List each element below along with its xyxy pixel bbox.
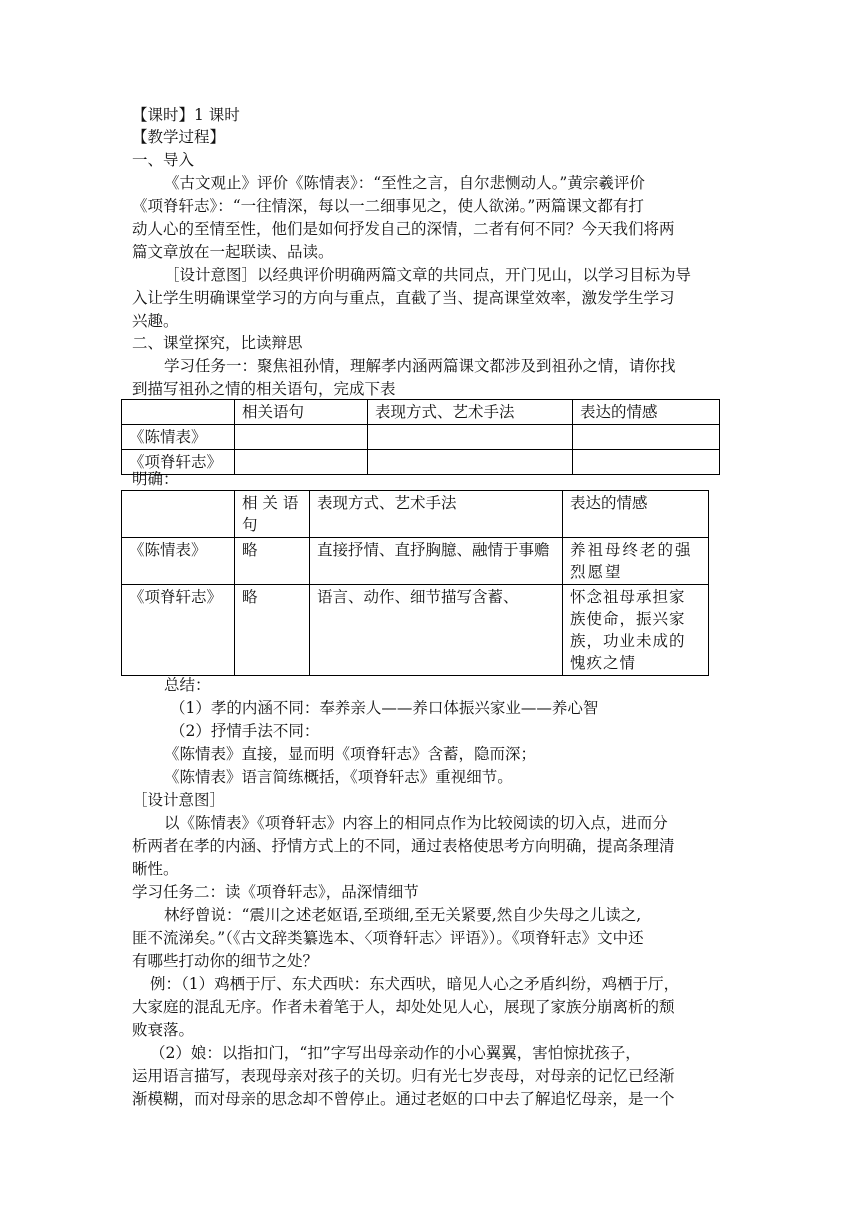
design-intent-line: 入让学生明确课堂学习的方向与重点，直截了当、提高课堂效率，激发学生学习 bbox=[132, 289, 675, 307]
summary-line: 《陈情表》直接，显而明《项脊轩志》含蓄，隐而深； bbox=[164, 745, 537, 763]
task2-title: 学习任务二：读《项脊轩志》，品深情细节 bbox=[132, 883, 419, 901]
table-cell bbox=[122, 400, 235, 425]
table-header-cell: 相 关 语 句 bbox=[235, 491, 310, 538]
task2-line: 有哪些打动你的细节之处？ bbox=[132, 952, 319, 970]
intro-line: 《古文观止》评价《陈情表》：“至性之言，自尔悲恻动人。”黄宗羲评价 bbox=[164, 174, 645, 192]
intro-line: 动人心的至情至性，他们是如何抒发自己的深情，二者有何不同？今天我们将两 bbox=[132, 220, 675, 238]
task2-line: 林纾曾说：“震川之述老妪语,至琐细,至无关紧要,然自少失母之儿读之, bbox=[164, 906, 642, 924]
process-title: 【教学过程】 bbox=[132, 128, 226, 146]
design-intent-line: 析两者在孝的内涵、抒情方式上的不同，通过表格使思考方向明确，提高条理清 bbox=[132, 837, 675, 855]
table-cell: 略 bbox=[235, 538, 310, 585]
summary-title: 总结： bbox=[164, 676, 211, 694]
example-line: 渐模糊，而对母亲的思念却不曾停止。通过老妪的口中去了解追忆母亲，是一个 bbox=[132, 1090, 675, 1108]
table-cell bbox=[368, 425, 573, 450]
design-intent-line: 兴趣。 bbox=[132, 312, 179, 330]
example-line: 运用语言描写，表现母亲对孩子的关切。归有光七岁丧母，对母亲的记忆已经渐 bbox=[132, 1067, 675, 1085]
table-header-row bbox=[122, 491, 709, 538]
summary-item: （1）孝的内涵不同：奉养亲人——养口体振兴家业——养心智 bbox=[170, 699, 599, 717]
worksheet-table bbox=[121, 399, 720, 475]
example-line: （2）娘：以指扣门，“扣”字写出母亲动作的小心翼翼，害怕惊扰孩子， bbox=[150, 1044, 641, 1062]
table-cell: 略 bbox=[235, 585, 310, 676]
example-line: 大家庭的混乱无序。作者未着笔于人，却处处见人心，展现了家族分崩离析的颓 bbox=[132, 998, 675, 1016]
intro-line: 篇文章放在一起联读、品读。 bbox=[132, 243, 334, 261]
table-cell: 语言、动作、细节描写含蓄、 bbox=[310, 585, 563, 676]
example-line: 败衰落。 bbox=[132, 1021, 195, 1039]
table-header-cell: 表达的情感 bbox=[573, 400, 720, 425]
table-row bbox=[122, 425, 720, 450]
task2-line: 匪不流涕矣。”（《古文辞类纂选本、〈项脊轩志〉评语》）。《项脊轩志》文中还 bbox=[132, 929, 644, 947]
table-header-cell: 相关语句 bbox=[235, 400, 368, 425]
example-line: 例：（1）鸡栖于厅、东犬西吠：东犬西吠，暗见人心之矛盾纠纷，鸡栖于厅， bbox=[150, 975, 680, 993]
table-cell: 《项脊轩志》 bbox=[122, 450, 235, 475]
table-header-cell: 表现方式、艺术手法 bbox=[368, 400, 573, 425]
answer-table bbox=[121, 490, 709, 676]
table-cell: 怀念祖母承担家族使命，振兴家族，功业未成的愧疚之情 bbox=[563, 585, 709, 676]
table-cell: 《项脊轩志》 bbox=[122, 585, 235, 676]
table-row bbox=[122, 538, 709, 585]
section-1-title: 一、导入 bbox=[132, 151, 195, 169]
table-row bbox=[122, 585, 709, 676]
table-cell bbox=[235, 425, 368, 450]
table-cell: 养祖母终老的强烈愿望 bbox=[563, 538, 709, 585]
table-cell: 《陈情表》 bbox=[122, 425, 235, 450]
task1-line: 到描写祖孙之情的相关语句，完成下表 bbox=[132, 380, 396, 398]
design-intent-line: 晰性。 bbox=[132, 860, 179, 878]
table-cell bbox=[122, 491, 235, 538]
design-intent-line: ［设计意图］以经典评价明确两篇文章的共同点，开门见山，以学习目标为导 bbox=[164, 266, 692, 284]
table-header-row bbox=[122, 400, 720, 425]
task1-line: 学习任务一：聚焦祖孙情，理解孝内涵两篇课文都涉及到祖孙之情，请你找 bbox=[164, 357, 676, 375]
design-intent-line: 以《陈情表》《项脊轩志》内容上的相同点作为比较阅读的切入点，进而分 bbox=[164, 814, 668, 832]
clarify-label: 明确： bbox=[132, 470, 179, 488]
table-header-cell: 表达的情感 bbox=[563, 491, 709, 538]
lesson-hours: 【课时】1 课时 bbox=[132, 106, 240, 124]
table-cell: 《陈情表》 bbox=[122, 538, 235, 585]
section-2-title: 二、课堂探究，比读辩思 bbox=[132, 334, 303, 352]
design-intent-label: ［设计意图］ bbox=[132, 791, 226, 809]
table-cell bbox=[573, 425, 720, 450]
table-header-cell: 表现方式、艺术手法 bbox=[310, 491, 563, 538]
table-cell: 直接抒情、直抒胸臆、融情于事赡 bbox=[310, 538, 563, 585]
summary-line: 《陈情表》语言简练概括，《项脊轩志》重视细节。 bbox=[164, 768, 513, 786]
intro-line: 《项脊轩志》：“一往情深，每以一二细事见之，使人欲涕。”两篇课文都有打 bbox=[132, 197, 644, 215]
summary-item: （2）抒情手法不同： bbox=[170, 722, 320, 740]
